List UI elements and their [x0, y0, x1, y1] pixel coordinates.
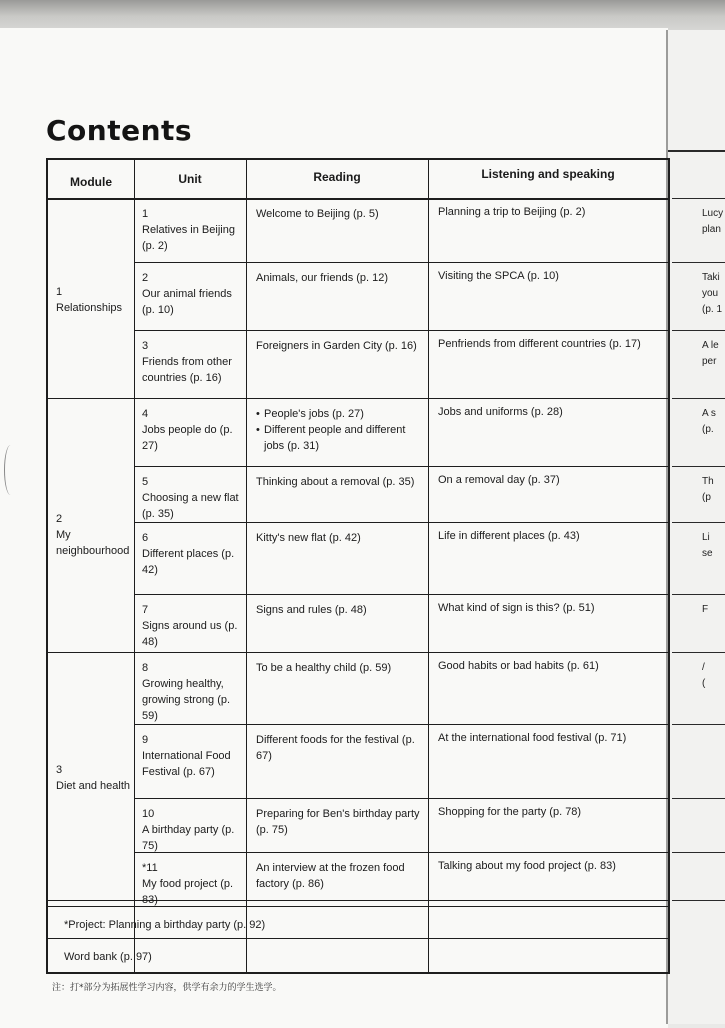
unit-title: Our animal friends (p. 10)	[142, 288, 232, 316]
unit-rule	[134, 652, 668, 653]
page-title: Contents	[46, 114, 193, 147]
table-top-rule	[46, 158, 668, 160]
adjacent-row-rule	[672, 724, 725, 725]
unit-number: 6	[142, 532, 149, 544]
header-reading: Reading	[313, 170, 361, 184]
column-rule	[668, 158, 670, 974]
reading-cell	[256, 406, 424, 454]
word-bank-row: Word bank (p. 97)	[64, 951, 152, 963]
unit-rule	[134, 466, 668, 467]
listening-cell: Talking about my food project (p. 83)	[438, 860, 616, 872]
listening-cell: At the international food festival (p. 71)	[438, 732, 627, 744]
unit-number: 5	[142, 476, 149, 488]
adjacent-row-rule	[672, 652, 725, 653]
module-name: Relationships	[56, 302, 123, 314]
unit-number: 2	[142, 272, 149, 284]
adjacent-cell-fragment: Taki	[702, 272, 720, 283]
module-number: 1	[56, 286, 63, 298]
project-top-rule	[46, 906, 668, 907]
unit-title: Choosing a new flat (p. 35)	[142, 492, 239, 520]
adjacent-table-top	[668, 150, 725, 152]
adjacent-cell-fragment: (p.	[702, 424, 714, 435]
adjacent-row-rule	[672, 466, 725, 467]
unit-number: *11	[142, 862, 158, 874]
wordbank-top-rule	[46, 938, 668, 939]
unit-rule	[134, 198, 668, 199]
adjacent-cell-fragment: A s	[702, 408, 716, 419]
reading-bullet-item: • People's jobs (p. 27)	[256, 406, 424, 422]
reading-cell: Foreigners in Garden City (p. 16)	[256, 340, 417, 352]
listening-cell: Jobs and uniforms (p. 28)	[438, 406, 563, 418]
footnote: 注：打*部分为拓展性学习内容，供学有余力的学生选学。	[52, 983, 282, 993]
adjacent-cell-fragment: you	[702, 288, 719, 299]
adjacent-row-rule	[672, 798, 725, 799]
unit-title: Signs around us (p. 48)	[142, 620, 238, 648]
adjacent-cell-fragment: Li	[702, 532, 710, 543]
adjacent-cell-fragment: per	[702, 356, 717, 367]
listening-cell: Life in different places (p. 43)	[438, 530, 580, 542]
unit-number: 9	[142, 734, 149, 746]
column-rule	[46, 158, 48, 974]
unit-rule	[134, 330, 668, 331]
reading-cell: To be a healthy child (p. 59)	[256, 662, 392, 674]
unit-rule	[134, 262, 668, 263]
adjacent-page-edge	[666, 30, 725, 1024]
module-name: Diet and health	[56, 780, 130, 792]
reading-cell: Signs and rules (p. 48)	[256, 604, 367, 616]
unit-title: Jobs people do (p. 27)	[142, 424, 233, 452]
adjacent-cell-fragment: Lucy	[702, 208, 724, 219]
listening-cell: Shopping for the party (p. 78)	[438, 806, 582, 818]
reading-cell: An interview at the frozen food factory (p. 86)	[256, 862, 405, 890]
unit-number: 4	[142, 408, 149, 420]
unit-title: Different places (p. 42)	[142, 548, 235, 576]
table-bottom-rule	[46, 972, 668, 974]
unit-title: International Food Festival (p. 67)	[142, 750, 231, 778]
unit-rule	[134, 594, 668, 595]
adjacent-cell-fragment: F	[702, 604, 709, 615]
adjacent-cell-fragment: se	[702, 548, 713, 559]
reading-cell: Different foods for the festival (p. 67)	[256, 734, 415, 762]
adjacent-row-rule	[672, 398, 725, 399]
listening-cell: On a removal day (p. 37)	[438, 474, 560, 486]
project-row: *Project: Planning a birthday party (p. 92)	[64, 919, 266, 931]
unit-rule	[134, 798, 668, 799]
unit-number: 3	[142, 340, 149, 352]
listening-cell: Planning a trip to Beijing (p. 2)	[438, 206, 586, 218]
adjacent-cell-fragment: /	[702, 662, 705, 673]
header-listening: Listening and speaking	[481, 167, 615, 181]
listening-cell: Visiting the SPCA (p. 10)	[438, 270, 559, 282]
reading-cell: Preparing for Ben's birthday party (p. 75)	[256, 808, 420, 836]
adjacent-row-rule	[672, 522, 725, 523]
module-number: 2	[56, 513, 63, 525]
unit-title: Relatives in Beijing (p. 2)	[142, 224, 235, 252]
reading-bullet-item: • Different people and different jobs (p. 31)	[256, 422, 424, 454]
adjacent-row-rule	[672, 330, 725, 331]
adjacent-row-rule	[672, 262, 725, 263]
module-number: 3	[56, 764, 63, 776]
header-unit: Unit	[178, 172, 202, 186]
unit-rule	[134, 724, 668, 725]
reading-cell: Welcome to Beijing (p. 5)	[256, 208, 379, 220]
adjacent-row-rule	[672, 198, 725, 199]
reading-cell: Thinking about a removal (p. 35)	[256, 476, 415, 488]
header-module: Module	[70, 175, 112, 189]
module-name: My neighbourhood	[56, 529, 130, 557]
unit-number: 8	[142, 662, 149, 674]
unit-title: A birthday party (p. 75)	[142, 824, 235, 852]
adjacent-cell-fragment: (p	[702, 492, 711, 503]
unit-title: My food project (p. 83)	[142, 878, 234, 906]
listening-cell: What kind of sign is this? (p. 51)	[438, 602, 595, 614]
unit-number: 7	[142, 604, 149, 616]
unit-title: Growing healthy, growing strong (p. 59)	[142, 678, 231, 722]
margin-mark	[4, 445, 17, 495]
reading-cell: Kitty's new flat (p. 42)	[256, 532, 361, 544]
adjacent-cell-fragment: (p. 1	[702, 304, 723, 315]
adjacent-cell-fragment: plan	[702, 224, 721, 235]
adjacent-cell-fragment: Th	[702, 476, 714, 487]
unit-rule	[134, 398, 668, 399]
unit-number: 1	[142, 208, 149, 220]
unit-rule	[134, 522, 668, 523]
adjacent-cell-fragment: A le	[702, 340, 719, 351]
unit-title: Friends from other countries (p. 16)	[142, 356, 232, 384]
listening-cell: Penfriends from different countries (p. 17)	[438, 338, 641, 350]
listening-cell: Good habits or bad habits (p. 61)	[438, 660, 599, 672]
adjacent-row-rule	[672, 852, 725, 853]
adjacent-row-rule	[672, 594, 725, 595]
reading-cell: Animals, our friends (p. 12)	[256, 272, 389, 284]
adjacent-row-rule	[672, 900, 725, 901]
adjacent-cell-fragment: (	[702, 678, 706, 689]
unit-number: 10	[142, 808, 155, 820]
